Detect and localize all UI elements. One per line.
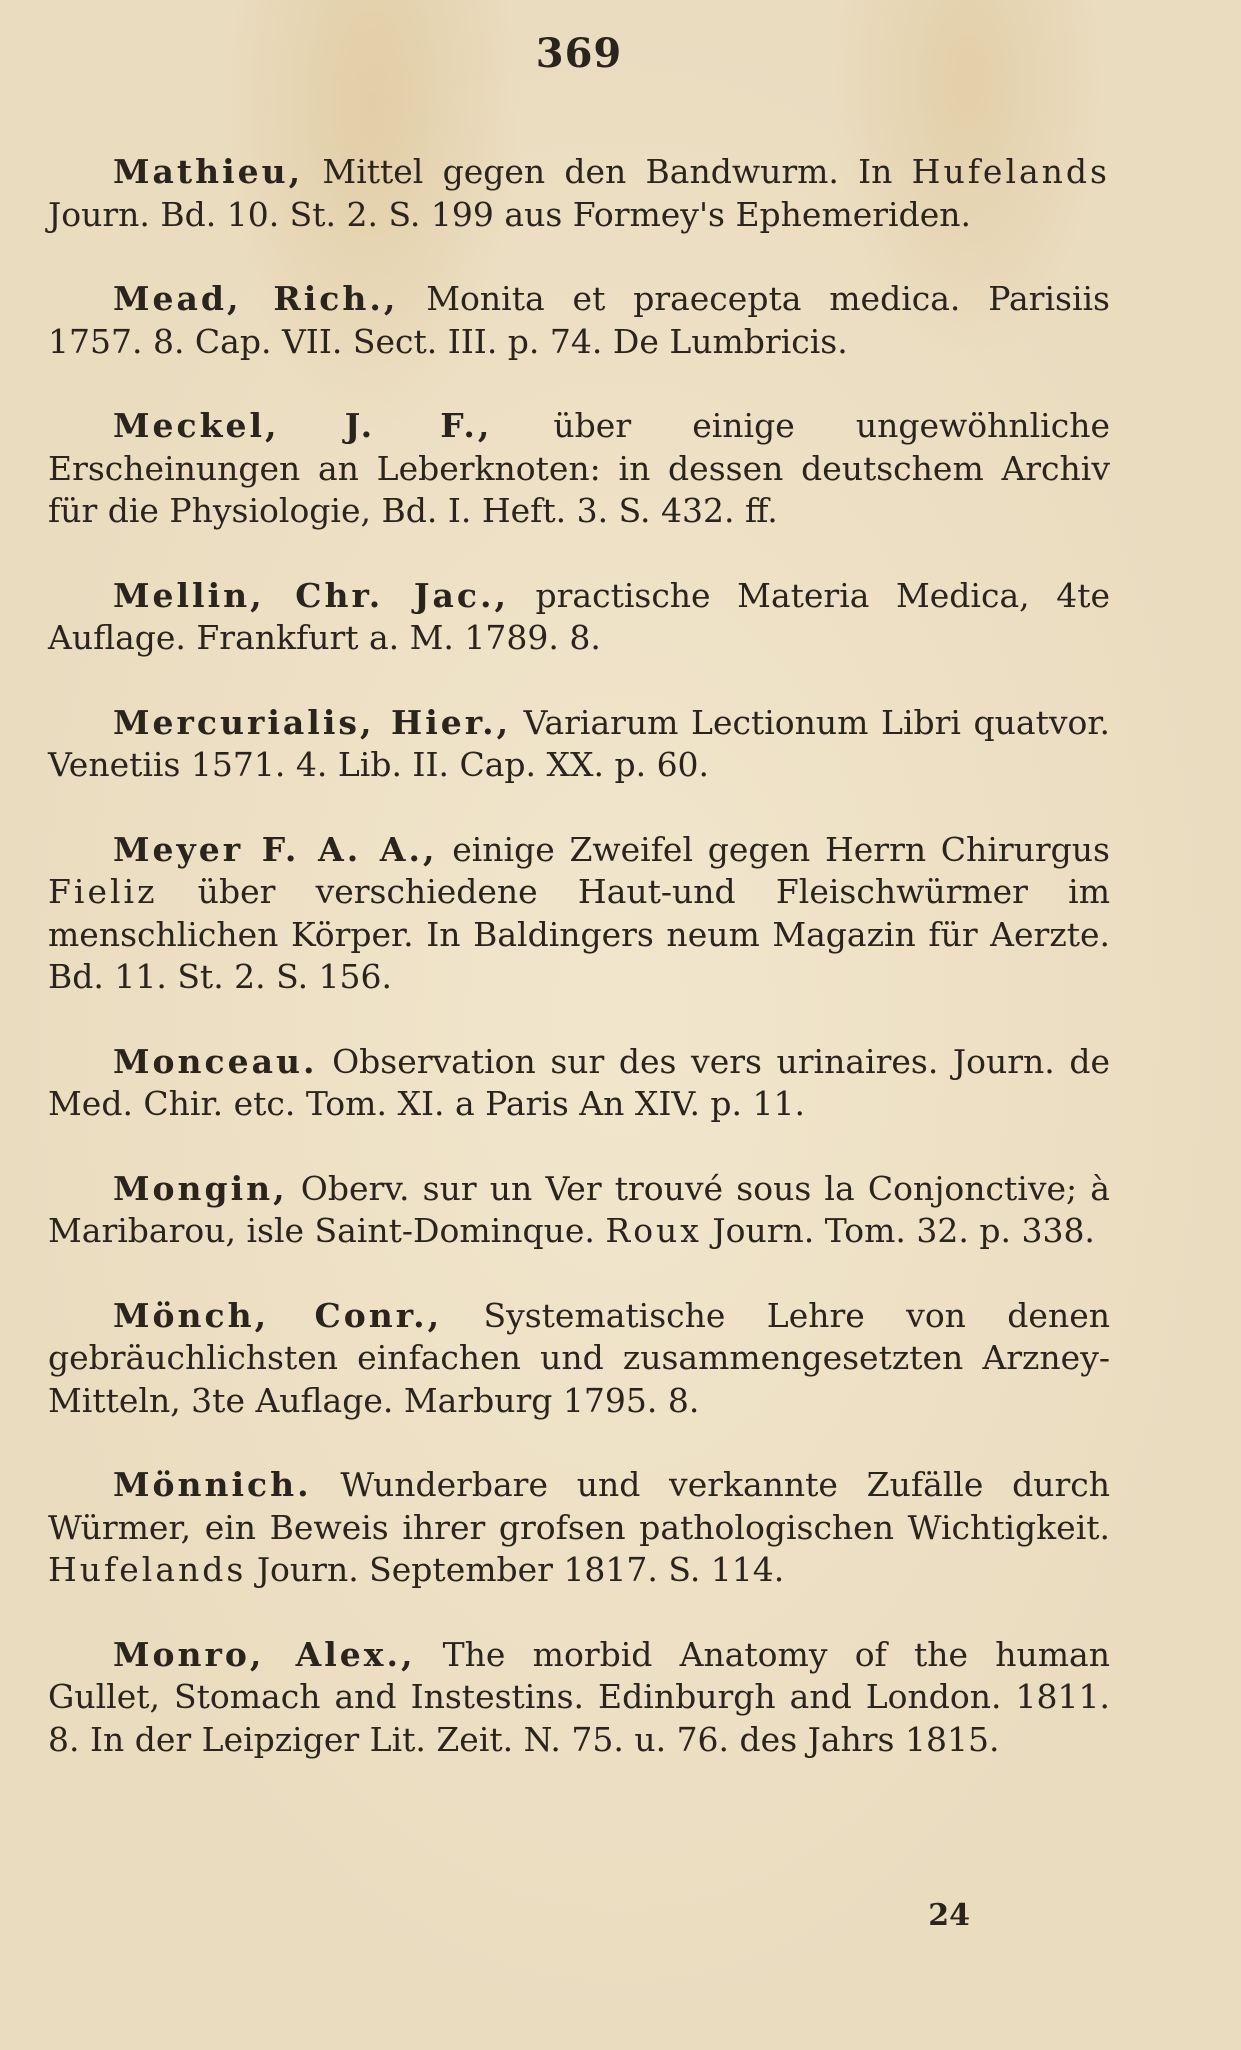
bibliography-entry <box>48 405 1110 533</box>
entry-text: Systematische Lehre von denen gebräuchlichsten einfachen und zusammengesetzten Arzney-Mitteln, 3te Auflage. Marburg 1795. 8. <box>48 1295 1111 1420</box>
entry-author: Monceau. <box>113 1041 318 1081</box>
bibliography-entry <box>48 1295 1110 1423</box>
entry-author: Mathieu, <box>113 152 304 191</box>
entry-author: Mead, Rich., <box>113 279 399 318</box>
page-number: 369 <box>535 30 623 77</box>
entry-author: Mellin, Chr. Jac., <box>113 575 509 615</box>
entry-author: Meckel, J. F., <box>113 406 493 445</box>
bibliography-entry <box>48 151 1110 236</box>
bibliography-list <box>48 118 1110 1803</box>
entry-text: Mittel gegen den Bandwurm. In <box>303 152 912 191</box>
entry-author: Monro, Alex., <box>113 1634 416 1674</box>
entry-text: Observation sur des vers urinaires. Journ. de Med. Chir. etc. Tom. XI. a Paris An XIV. p. 11. <box>48 1041 1110 1123</box>
entry-tail: Journ. Tom. 32. p. 338. <box>701 1211 1095 1250</box>
entry-author: Mönnich. <box>113 1465 312 1504</box>
entry-text: einige Zweifel gegen Herrn Chirurgus <box>437 829 1110 869</box>
entry-text: The morbid Anatomy of the human Gullet, Stomach and Instestins. Edinburgh and London. 1811. 8. In der Leipziger Lit. Zeit. N. 75. u. 76. des Jahrs 1815. <box>48 1634 1110 1759</box>
bibliography-entry <box>48 829 1110 999</box>
bibliography-entry <box>48 1634 1110 1762</box>
entry-author: Mongin, <box>113 1168 288 1208</box>
entry-tail: über verschiedene Haut-und Fleischwürmer im menschlichen Körper. In Baldingers neum Magazin für Aerzte. Bd. 11. St. 2. S. 156. <box>48 872 1110 996</box>
entry-author: Mercurialis, Hier., <box>113 702 512 742</box>
bibliography-entry <box>48 278 1110 363</box>
signature-mark: 24 <box>928 1898 970 1933</box>
entry-text: practische Materia Medica, 4te Auflage. Frankfurt a. M. 1789. 8. <box>48 575 1110 657</box>
entry-text: Wunderbare und verkannte Zufälle durch Würmer, ein Beweis ihrer grofsen pathologischen Wichtigkeit. <box>48 1465 1110 1547</box>
entry-text: Oberv. sur un Ver trouvé sous la Conjonctive; à Maribarou, isle Saint-Dominque. <box>48 1168 1110 1250</box>
entry-emphasis: Hufelands <box>48 1550 247 1589</box>
entry-emphasis: Fieliz <box>48 872 158 911</box>
entry-emphasis: Roux <box>605 1211 702 1250</box>
entry-tail: Journ. September 1817. S. 114. <box>246 1550 785 1589</box>
bibliography-entry <box>48 702 1110 787</box>
entry-author: Meyer F. A. A., <box>113 829 438 869</box>
entry-text: Monita et praecepta medica. Parisiis 1757. 8. Cap. VII. Sect. III. p. 74. De Lumbricis. <box>48 279 1110 361</box>
bibliography-entry <box>48 1464 1110 1592</box>
entry-text: über einige ungewöhnliche Erscheinungen an Leberknoten: in dessen deutschem Archiv für die Physiologie, Bd. I. Heft. 3. S. 432. ff. <box>48 406 1110 530</box>
entry-author: Mönch, Conr., <box>113 1295 443 1335</box>
bibliography-entry <box>48 1168 1110 1253</box>
bibliography-entry <box>48 575 1110 660</box>
entry-emphasis: Hufelands <box>911 152 1110 191</box>
bibliography-entry <box>48 1041 1110 1126</box>
entry-tail: Journ. Bd. 10. St. 2. S. 199 aus Formey's Ephemeriden. <box>48 194 971 234</box>
entry-text: Variarum Lectionum Libri quatvor. Venetiis 1571. 4. Lib. II. Cap. XX. p. 60. <box>48 702 1110 784</box>
